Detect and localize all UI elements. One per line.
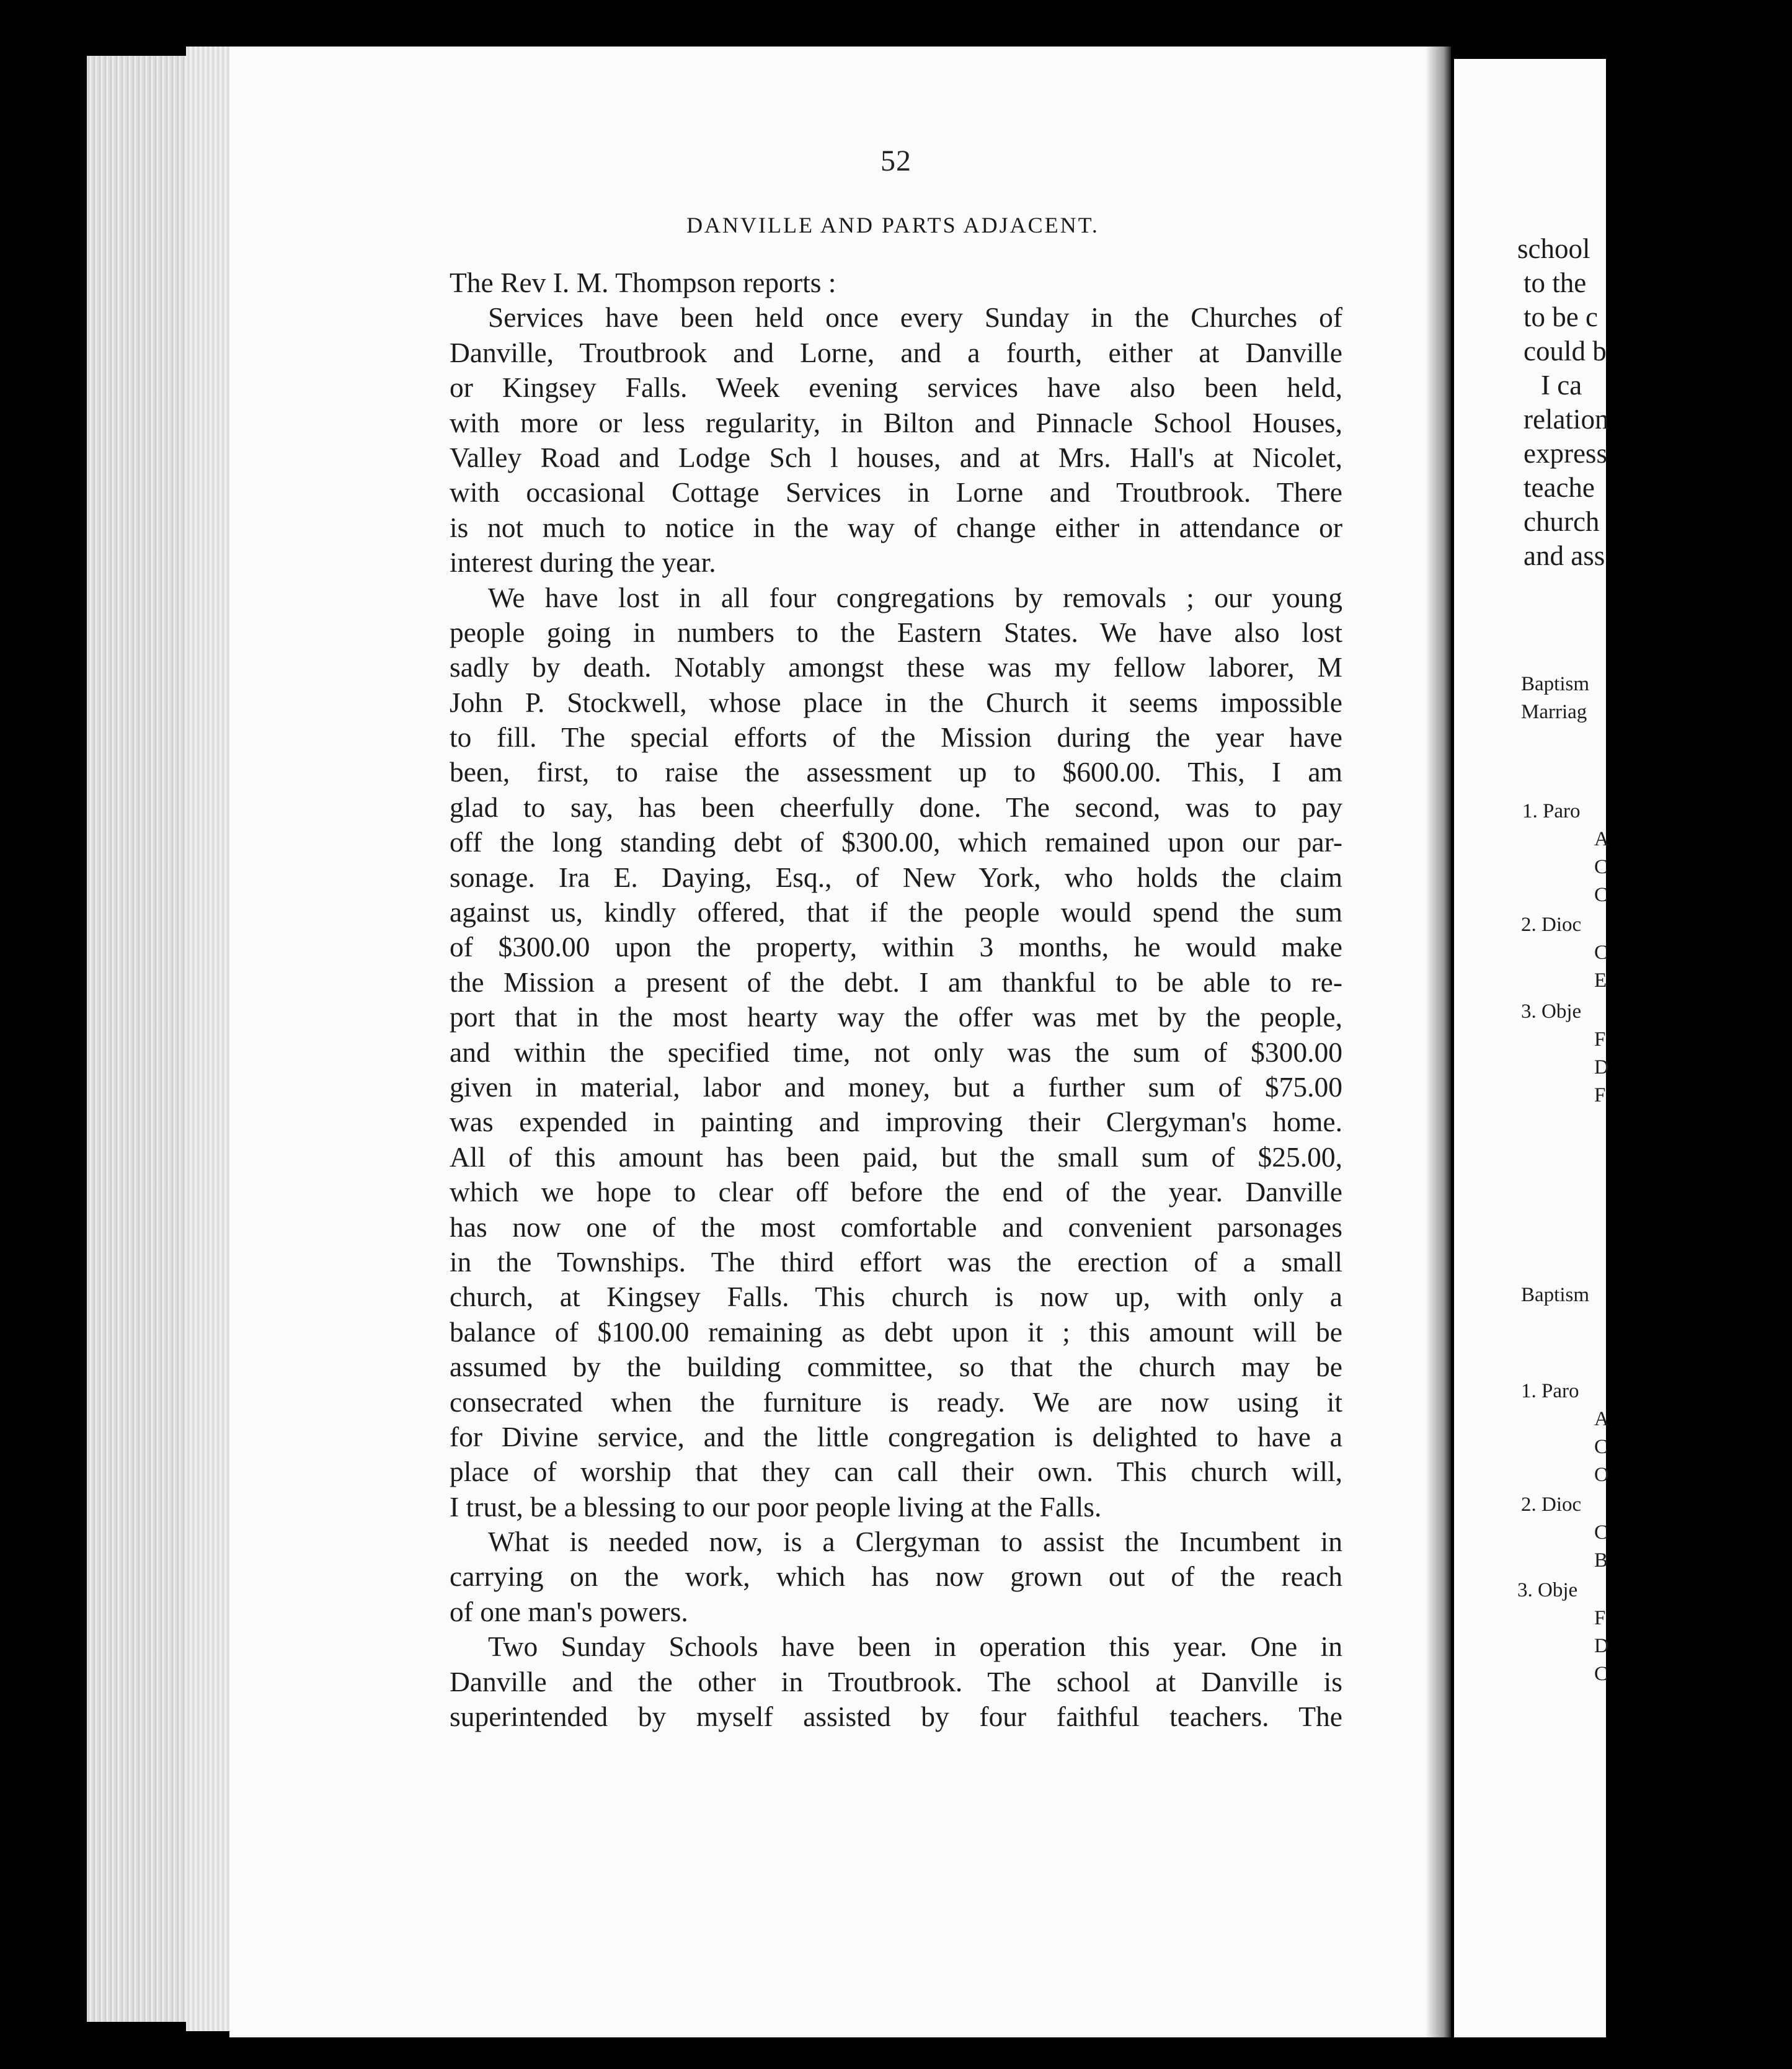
- text-line: assumed by the building committee, so that the church may be: [450, 1351, 1342, 1383]
- running-header: DANVILLE AND PARTS ADJACENT.: [686, 213, 1099, 238]
- facing-table-fragment: 3. Obje: [1521, 1000, 1582, 1023]
- facing-table-fragment: D: [1594, 1635, 1609, 1657]
- text-line: which we hope to clear off before the end of the year. Danville: [450, 1176, 1342, 1208]
- facing-table-fragment: Baptism: [1521, 673, 1590, 695]
- facing-table-fragment: B: [1594, 1549, 1608, 1572]
- text-line: was expended in painting and improving their Clergyman's home.: [450, 1106, 1342, 1138]
- facing-table-fragment: D: [1594, 1056, 1609, 1079]
- scan-border-bottom: [0, 2037, 1606, 2069]
- text-line: All of this amount has been paid, but the small sum of $25.00,: [450, 1141, 1342, 1173]
- facing-text-fragment: teache: [1524, 472, 1595, 503]
- text-line: We have lost in all four congregations by removals ; our young: [488, 581, 1342, 613]
- facing-text-fragment: to the: [1524, 267, 1587, 298]
- facing-text-fragment: express: [1524, 438, 1607, 469]
- text-line: in the Townships. The third effort was the erection of a small: [450, 1245, 1342, 1278]
- text-line: balance of $100.00 remaining as debt upon it ; this amount will be: [450, 1315, 1342, 1348]
- text-line: and within the specified time, not only was the sum of $300.00: [450, 1036, 1342, 1068]
- facing-table-fragment: F: [1594, 1028, 1606, 1051]
- facing-table-fragment: 2. Dioc: [1521, 914, 1582, 936]
- facing-table-fragment: 2. Dioc: [1521, 1493, 1582, 1516]
- text-line: the Mission a present of the debt. I am thankful to be able to re-: [450, 966, 1342, 998]
- page-gutter: [1426, 47, 1451, 2037]
- facing-text-fragment: to be c: [1524, 301, 1598, 332]
- text-line: is not much to notice in the way of change either in attendance or: [450, 511, 1342, 543]
- facing-table-fragment: C: [1594, 1436, 1608, 1458]
- facing-table-fragment: 1. Paro: [1521, 1380, 1579, 1402]
- text-line: carrying on the work, which has now grown out of the reach: [450, 1560, 1342, 1593]
- text-line: consecrated when the furniture is ready. We are now using it: [450, 1386, 1342, 1418]
- facing-text-fragment: could b: [1524, 336, 1607, 367]
- body-text: [450, 265, 1342, 1734]
- text-line: off the long standing debt of $300.00, which remained upon our par-: [450, 826, 1342, 858]
- text-line: people going in numbers to the Eastern States. We have also lost: [450, 616, 1342, 648]
- page-number: 52: [880, 145, 912, 177]
- text-line: Two Sunday Schools have been in operation this year. One in: [488, 1631, 1342, 1663]
- text-line: sadly by death. Notably amongst these was my fellow laborer, M: [450, 651, 1342, 683]
- text-line: The Rev I. M. Thompson reports :: [450, 267, 836, 298]
- facing-table-fragment: C: [1594, 941, 1608, 964]
- text-line: of one man's powers.: [450, 1595, 688, 1627]
- text-line: with more or less regularity, in Bilton and Pinnacle School Houses,: [450, 406, 1342, 438]
- text-line: John P. Stockwell, whose place in the Church it seems impossible: [450, 686, 1342, 718]
- facing-table-fragment: A: [1594, 1408, 1609, 1430]
- facing-text-fragment: I ca: [1541, 370, 1582, 401]
- text-line: church, at Kingsey Falls. This church is now up, with only a: [450, 1281, 1342, 1313]
- facing-table-fragment: E: [1594, 969, 1607, 992]
- facing-table-fragment: F: [1594, 1084, 1606, 1106]
- facing-table-fragment: A: [1594, 828, 1609, 850]
- facing-table-fragment: O: [1594, 1464, 1609, 1486]
- facing-table-fragment: C: [1594, 1663, 1608, 1685]
- text-line: place of worship that they can call their own. This church will,: [450, 1456, 1342, 1488]
- facing-table-fragment: Marriag: [1521, 701, 1587, 723]
- text-line: or Kingsey Falls. Week evening services have also been held,: [450, 372, 1342, 404]
- text-line: superintended by myself assisted by four faithful teachers. The: [450, 1701, 1342, 1733]
- text-line: Danville, Troutbrook and Lorne, and a fourth, either at Danville: [450, 336, 1342, 368]
- text-line: of $300.00 upon the property, within 3 months, he would make: [450, 931, 1342, 963]
- facing-table-fragment: F: [1594, 1607, 1606, 1629]
- text-line: against us, kindly offered, that if the people would spend the sum: [450, 896, 1342, 928]
- text-line: Valley Road and Lodge Sch l houses, and at Mrs. Hall's at Nicolet,: [450, 441, 1342, 473]
- text-line: sonage. Ira E. Daying, Esq., of New York, who holds the claim: [450, 861, 1342, 893]
- facing-text-fragment: and ass: [1524, 540, 1605, 571]
- text-line: I trust, be a blessing to our poor people living at the Falls.: [450, 1490, 1102, 1523]
- text-line: interest during the year.: [450, 546, 716, 579]
- text-line: Services have been held once every Sunday in the Churches of: [488, 301, 1342, 334]
- facing-text-fragment: church: [1524, 506, 1600, 537]
- text-line: port that in the most hearty way the offer was met by the people,: [450, 1001, 1342, 1033]
- text-line: What is needed now, is a Clergyman to assist the Incumbent in: [488, 1526, 1342, 1558]
- facing-table-fragment: 1. Paro: [1522, 800, 1581, 822]
- facing-table-fragment: C: [1594, 856, 1608, 878]
- text-line: Danville and the other in Troutbrook. The school at Danville is: [450, 1665, 1342, 1697]
- facing-text-fragment: relation: [1524, 404, 1609, 435]
- text-line: glad to say, has been cheerfully done. The second, was to pay: [450, 791, 1342, 823]
- text-line: with occasional Cottage Services in Lorne and Troutbrook. There: [450, 476, 1342, 509]
- text-line: for Divine service, and the little congregation is delighted to have a: [450, 1420, 1342, 1453]
- facing-table-fragment: C: [1594, 884, 1608, 906]
- text-line: given in material, labor and money, but a further sum of $75.00: [450, 1070, 1342, 1103]
- right-facing-page: [1454, 59, 1609, 2037]
- facing-table-fragment: C: [1594, 1521, 1608, 1544]
- text-line: to fill. The special efforts of the Mission during the year have: [450, 721, 1342, 754]
- text-line: been, first, to raise the assessment up to $600.00. This, I am: [450, 756, 1342, 788]
- text-line: has now one of the most comfortable and convenient parsonages: [450, 1211, 1342, 1243]
- facing-table-fragment: Baptism: [1521, 1284, 1590, 1306]
- facing-text-fragment: school: [1517, 233, 1590, 264]
- facing-table-fragment: 3. Obje: [1517, 1579, 1578, 1601]
